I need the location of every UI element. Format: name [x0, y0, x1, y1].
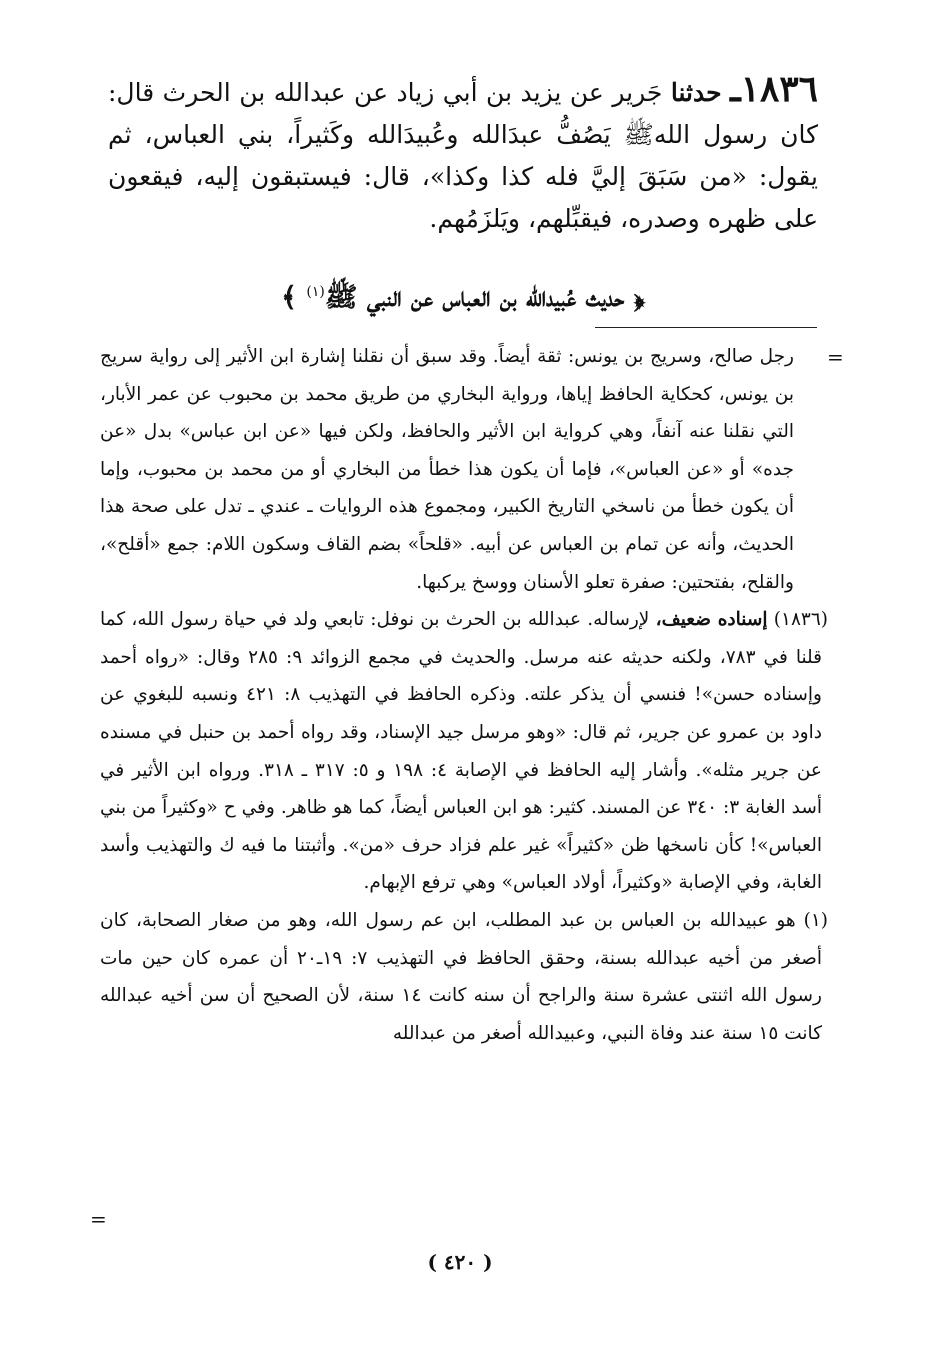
footnote-1-label: (١)	[803, 909, 828, 931]
footnote-continued: رجل صالح، وسريج بن يونس: ثقة أيضاً. وقد سبق أن نقلنا إشارة ابن الأثير إلى رواية سريج بن يونس، كحكاية الحافظ إياها، ورواية البخاري من طريق محمد بن محبوب عن عمر الأبار، التي نقلنا عنه آنفاً، وهي كرواية ابن الأثير والحافظ، ولكن فيها «عن ابن عباس» بدل «عن جده» أو «عن العباس»، فإما أن يكون هذا خطأ من البخاري أو من محمد بن محبوب، وإما أن يكون خطأ من ناسخي التاريخ الكبير، ومجموع هذه الروايات ـ عندي ـ تدل على صحة هذا الحديث، وأنه عن تمام بن العباس عن أبيه. «قلحاً» بضم القاف وسكون اللام: جمع «أقلح»، والقلح، بفتحتين: صفرة تعلو الأسنان ووسخ يركبها.	[100, 346, 794, 593]
hadith-block	[108, 68, 818, 240]
hadith-number: ١٨٣٦ـ	[730, 68, 818, 110]
footnote-ref: (١)	[306, 284, 325, 300]
section-heading-text: ﴿ حديث عُبيدالله بن العباس عن النبي ﷺ	[324, 282, 645, 313]
footnote-1836	[100, 601, 828, 902]
hadith-opening: حدثنا	[670, 78, 722, 107]
section-heading	[108, 270, 818, 320]
continuation-mark-start: =	[827, 345, 844, 369]
footnotes	[100, 338, 828, 1052]
hadith-text: جَرير عن يزيد بن أبي زياد عن عبدالله بن الحرث قال: كان رسول اللهﷺ يَصُفُّ عبدَالله وعُبيدَالله وكَثيراً، بني العباس، ثم يقول: «من سَبَقَ إليَّ فله كذا وكذا»، قال: فيستبقون إليه، فيقعون على ظهره وصدره، فيقبِّلهم، ويَلزَمُهم.	[108, 78, 818, 233]
footnote-1836-label: (١٨٣٦)	[773, 609, 828, 631]
footnote-1836-text: لإرساله. عبدالله بن الحرث بن نوفل: تابعي ولد في حياة رسول الله، كما قلنا في ٧٨٣، ولكنه حديثه عنه مرسل. والحديث في مجمع الزوائد ٩: ٢٨٥ وقال: «رواه أحمد وإسناده حسن»! فنسي أن يذكر علته. وذكره الحافظ في التهذيب ٨: ٤٢١ ونسبه للبغوي عن داود بن عمرو عن جرير، ثم قال: «وهو مرسل جيد الإسناد، وقد رواه أحمد بن حنبل في مسنده عن جرير مثله». وأشار إليه الحافظ في الإصابة ٤: ١٩٨ و ٥: ٣١٧ ـ ٣١٨. ورواه ابن الأثير في أسد الغابة ٣: ٣٤٠ عن المسند. كثير: هو ابن العباس أيضاً، كما هو ظاهر. وفي ح «وكثيراً من بني العباس»! كأن ناسخها ظن «كثيراً» غير علم فزاد حرف «من». وأثبتنا ما فيه ك والتهذيب وأسد الغابة، وفي الإصابة «وكثيراً، أولاد العباس» وهي ترفع الإبهام.	[100, 609, 823, 894]
section-heading-close: ﴾	[281, 282, 297, 313]
footnote-divider	[595, 327, 817, 328]
footnote-1836-grade: إسناده ضعيف،	[655, 609, 768, 631]
continuation-mark-end: =	[90, 1207, 107, 1231]
footnote-1	[100, 902, 828, 1052]
page-number: ( ٤٢٠ )	[427, 1250, 493, 1274]
footnote-1-text: هو عبيدالله بن العباس بن عبد المطلب، ابن عم رسول الله، وهو من صغار الصحابة، كان أصغر من أخيه عبدالله بسنة، وحقق الحافظ في التهذيب ٧: ١٩ـ٢٠ أن عمره كان حين مات رسول الله اثنتى عشرة سنة والراجح أن سنه كانت ١٤ سنة، لأن الصحيح أن سن أخيه عبدالله كانت ١٥ سنة عند وفاة النبي، وعبيدالله أصغر من عبدالله	[100, 909, 822, 1044]
